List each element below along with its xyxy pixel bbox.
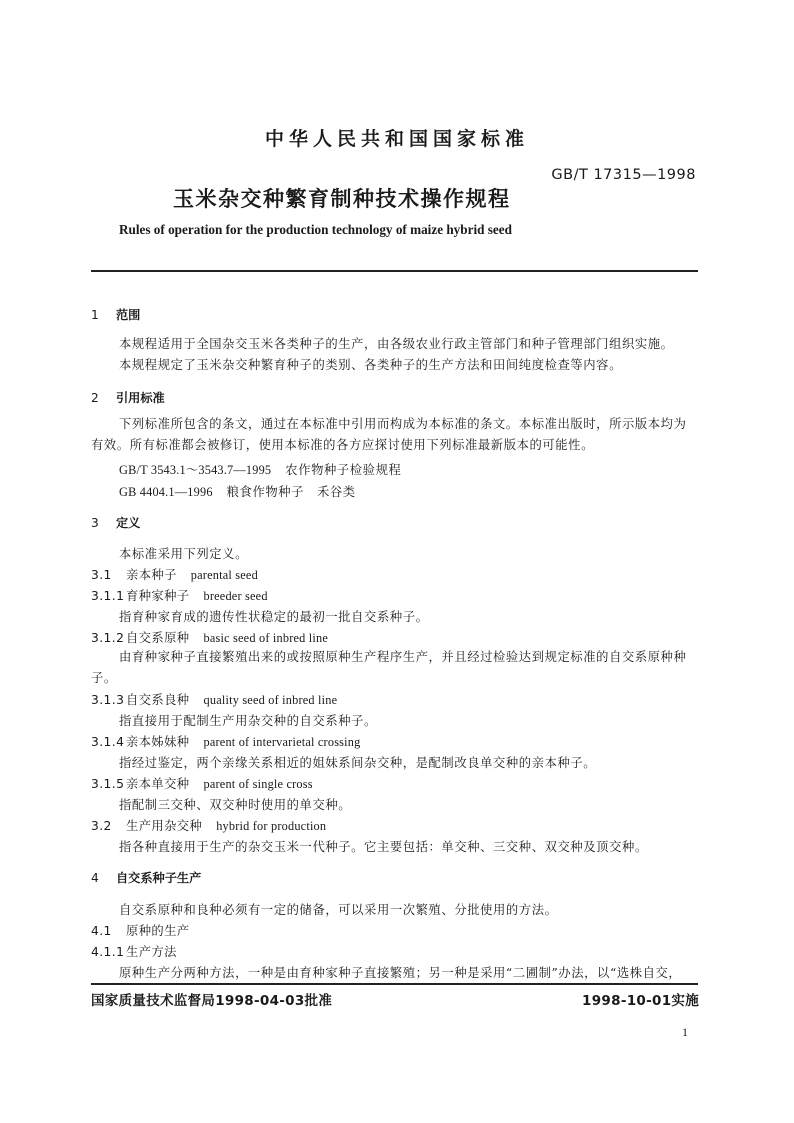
section-4-intro: 自交系原种和良种必须有一定的储备，可以采用一次繁殖、分批使用的方法。 (119, 903, 558, 917)
clause-3-1-1-definition: 指育种家育成的遗传性状稳定的最初一批自交系种子。 (119, 610, 429, 624)
section-title: 范围 (116, 308, 141, 322)
section-1-heading (91, 306, 140, 323)
section-title: 引用标准 (116, 391, 165, 405)
clause-3-1-4 (91, 732, 360, 750)
clause-term-en: parental seed (190, 568, 258, 582)
clause-4-1-1-text: 原种生产分两种方法，一种是由育种家种子直接繁殖；另一种是采用“二圃制”办法，以“选株自交， (119, 966, 682, 980)
clause-3-1-1 (91, 586, 268, 604)
clause-3-1 (91, 565, 258, 583)
section-4-heading (91, 869, 201, 886)
clause-number: 3.1.2 (91, 631, 125, 645)
clause-3-1-3-definition: 指直接用于配制生产用杂交种的自交系种子。 (119, 714, 377, 728)
section-number: 3 (91, 516, 99, 530)
reference-code: GB 4404.1—1996 (119, 485, 213, 499)
clause-term-en: quality seed of inbred line (203, 693, 338, 707)
reference-code: GB/T 3543.1～3543.7—1995 (119, 463, 272, 477)
clause-3-1-2 (91, 628, 328, 646)
reference-name: 农作物种子检验规程 (285, 463, 402, 477)
clause-term-cn: 亲本姊妹种 (126, 735, 190, 749)
clause-term-cn: 亲本种子 (126, 568, 177, 582)
page-number: 1 (682, 1025, 688, 1039)
document-title-en: Rules of operation for the production technology of maize hybrid seed (119, 222, 512, 237)
reference-1 (119, 460, 401, 478)
footer-divider (91, 983, 698, 985)
clause-4-1-1 (91, 942, 177, 960)
section-3-intro: 本标准采用下列定义。 (119, 547, 248, 561)
approval-statement: 国家质量技术监督局1998-04-03批准 (91, 993, 333, 1009)
clause-number: 3.1.5 (91, 777, 125, 791)
clause-term-en: breeder seed (203, 589, 268, 603)
clause-3-2-definition: 指各种直接用于生产的杂交玉米一代种子。它主要包括：单交种、三交种、双交种及顶交种。 (119, 840, 648, 854)
clause-term-en: hybrid for production (216, 819, 327, 833)
clause-term-cn: 育种家种子 (126, 589, 190, 603)
section-title: 定义 (116, 516, 141, 530)
clause-3-1-4-definition: 指经过鉴定，两个亲缘关系相近的姐妹系间杂交种，是配制改良单交种的亲本种子。 (119, 756, 597, 770)
clause-number: 3.2 (91, 819, 112, 833)
section-number: 2 (91, 391, 99, 405)
header-divider (91, 270, 698, 272)
section-number: 1 (91, 308, 99, 322)
section-3-heading (91, 514, 140, 531)
clause-number: 3.1.3 (91, 693, 125, 707)
standard-number: GB/T 17315—1998 (551, 167, 696, 183)
clause-4-1 (91, 921, 190, 939)
clause-term-en: parent of intervarietal crossing (203, 735, 361, 749)
clause-number: 3.1.4 (91, 735, 125, 749)
section-1-paragraph-1: 本规程适用于全国杂交玉米各类种子的生产，由各级农业行政主管部门和种子管理部门组织实施。 (119, 337, 674, 351)
clause-number: 3.1 (91, 568, 112, 582)
clause-term-en: basic seed of inbred line (203, 631, 329, 645)
clause-number: 4.1.1 (91, 945, 125, 959)
clause-3-1-2-definition: 由育种家种子直接繁殖出来的或按照原种生产程序生产，并且经过检验达到规定标准的自交系原种种子。 (91, 650, 687, 685)
clause-term-cn: 亲本单交种 (126, 777, 190, 791)
section-2-heading (91, 389, 165, 406)
clause-term-en: parent of single cross (203, 777, 313, 791)
national-standard-heading: 中华人民共和国国家标准 (264, 128, 529, 150)
reference-2 (119, 482, 356, 500)
document-title-cn: 玉米杂交种繁育制种技术操作规程 (173, 187, 511, 211)
implementation-date: 1998-10-01实施 (582, 993, 699, 1009)
clause-3-1-3 (91, 690, 337, 708)
section-title: 自交系种子生产 (116, 871, 202, 885)
clause-number: 3.1.1 (91, 589, 125, 603)
clause-number: 4.1 (91, 924, 112, 938)
clause-term-cn: 生产用杂交种 (126, 819, 203, 833)
clause-term-cn: 生产方法 (126, 945, 177, 959)
section-2-paragraph: 下列标准所包含的条文，通过在本标准中引用而构成为本标准的条文。本标准出版时，所示版本均为有效。所有标准都会被修订，使用本标准的各方应探讨使用下列标准最新版本的可能性。 (91, 417, 687, 452)
clause-term-cn: 自交系良种 (126, 693, 190, 707)
clause-term-cn: 自交系原种 (126, 631, 190, 645)
section-1-paragraph-2: 本规程规定了玉米杂交种繁育种子的类别、各类种子的生产方法和田间纯度检查等内容。 (119, 358, 622, 372)
clause-3-2 (91, 816, 326, 834)
section-number: 4 (91, 871, 99, 885)
clause-3-1-5 (91, 774, 313, 792)
clause-term-cn: 原种的生产 (126, 924, 190, 938)
reference-name: 粮食作物种子 禾谷类 (226, 485, 356, 499)
clause-3-1-5-definition: 指配制三交种、双交种时使用的单交种。 (119, 798, 352, 812)
